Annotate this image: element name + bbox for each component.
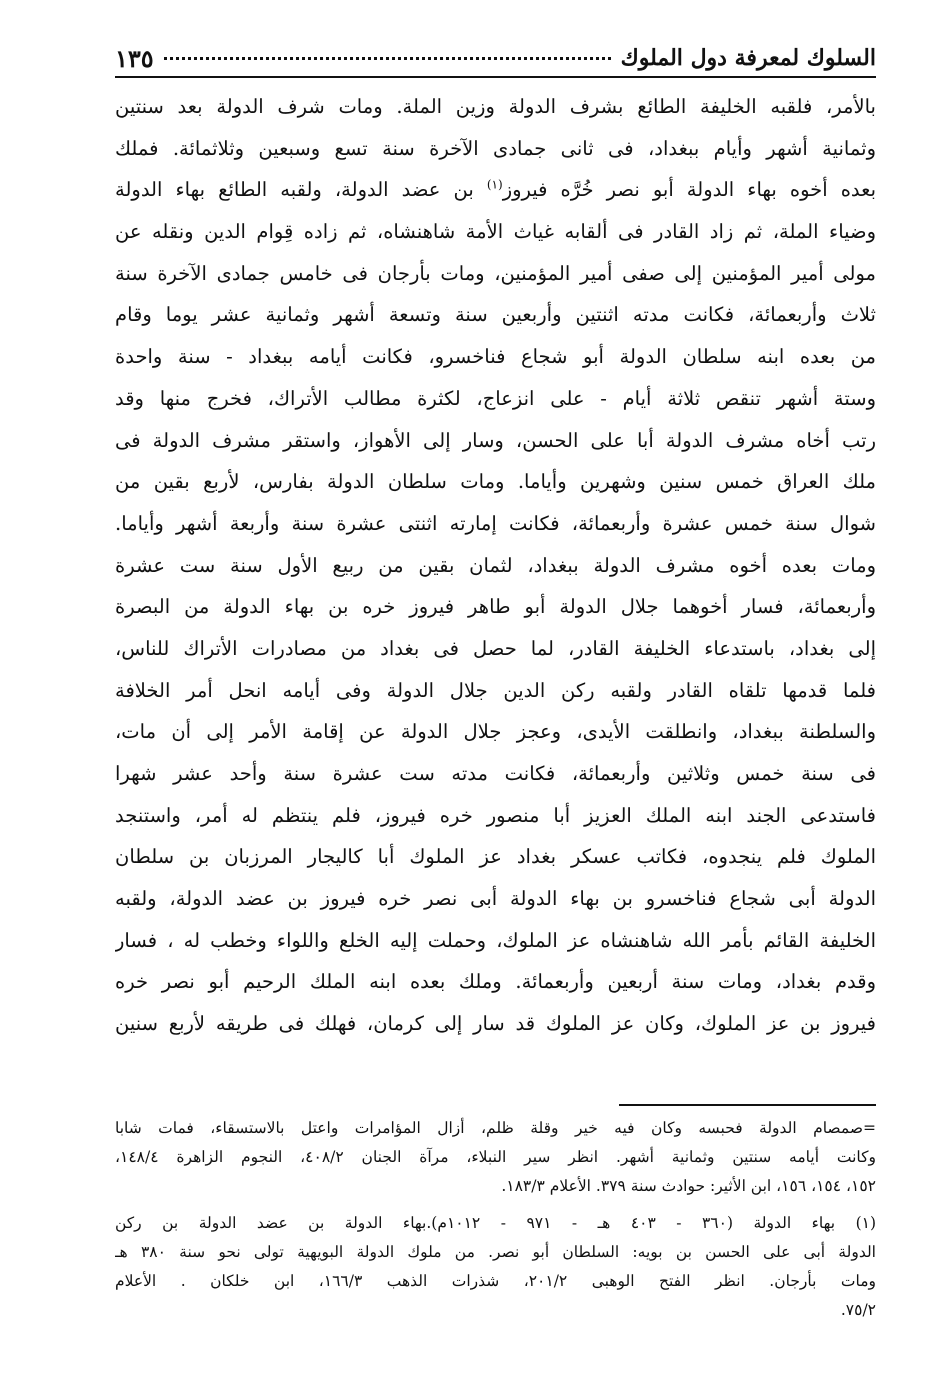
body-line: من بعده ابنه سلطان الدولة أبو شجاع فناخسرو، فكانت أيامه ببغداد - سنة واحدة [115,345,876,369]
body-line: والسلطنة ببغداد، وانطلقت الأيدى، وعجز جلال الدولة عن إقامة الأمر إلى أن مات، [115,720,876,744]
body-line: بالأمر، فلقبه الخليفة الطائع بشرف الدولة وزين الملة. ومات شرف الدولة بعد سنتين [115,95,876,118]
main-text [115,86,876,1045]
body-line: رتب أخاه مشرف الدولة أبا على الحسن، وسار إلى الأهواز، واستقر مشرف الدولة فى [115,428,876,452]
footnote-line: ومات بأرجان. انظر الفتح الوهبى ٢٠١/٢، شذرات الذهب ١٦٦/٣، ابن خلكان . الأعلام [115,1272,876,1290]
body-line: مولى أمير المؤمنين إلى صفى أمير المؤمنين، ومات بأرجان فى خامس جمادى الآخرة سنة [115,261,876,285]
body-line: فيروز بن عز الملوك، وكان عز الملوك قد سار إلى كرمان، فهلك فى طريقه لأربع سنين [115,1012,876,1036]
leader-dots [164,56,611,60]
body-line [115,169,876,211]
body-line: وأربعمائة، فسار أخوهما جلال الدولة أبو طاهر فيروز خره بن بهاء الدولة من البصرة [115,595,876,619]
footnote-line: ٧٥/٢. [840,1301,876,1319]
body-line: الملوك فلم ينجدوه، فكاتب عسكر بغداد عز الملوك أبا كاليجار المرزبان بن سلطان [115,845,876,869]
body-line-head: بعده أخوه بهاء الدولة أبو نصر خُرَّه فيروز [502,178,876,202]
body-line-tail: بن عضد الدولة، ولقبه الطائع بهاء الدولة [115,178,474,202]
body-line: ملك العراق خمس سنين وشهرين وأياما. ومات سلطان الدولة بفارس، لأربع بقين من [115,470,876,494]
footnote-line: الدولة أبى على الحسن بن بويه: السلطان أبو نصر. من ملوك الدولة البويهية تولى نحو سنة ٣٨٠ هـ [115,1243,876,1261]
footnote-line: وكانت أيامه سنتين وثمانية أشهر. انظر سير النبلاء، مرآة الجنان ٤٠٨/٢، النجوم الزاهرة ١٤٨/٤، [115,1148,876,1166]
body-line: وضياء الملة، ثم زاد القادر فى ألقابه غياث الأمة شاهنشاه، ثم زاده قِوام الدين ونقله عن [115,220,876,244]
body-line: فلما قدمها تلقاه القادر ولقبه ركن الدين جلال الدولة وفى أيامه انحل أمر الخلافة [115,678,876,702]
body-line: ومات بعده أخوه مشرف الدولة ببغداد، لثمان بقين من ربيع الأول سنة ست عشرة [115,553,876,577]
running-title: السلوك لمعرفة دول الملوك [620,45,876,71]
footnote-marker: (١) [486,177,503,192]
running-header [115,40,876,78]
body-line: شوال سنة خمس عشرة وأربعمائة، فكانت إمارته اثنتى عشرة سنة وأربعة أشهر وأياما. [115,511,876,535]
body-line: فى سنة خمس وثلاثين وأربعمائة، فكانت مدته ست عشرة سنة وأحد عشر شهرا [115,762,876,785]
body-line: إلى بغداد، باستدعاء الخليفة القادر، لما حصل فى بغداد من مصادرات الأتراك للناس، [115,636,876,660]
body-line: وقدم بغداد، ومات سنة أربعين وأربعمائة. وملك بعده ابنه الملك الرحيم أبو نصر خره [115,970,876,994]
body-line: وثمانية أشهر وأيام ببغداد، فى ثانى جمادى الآخرة سنة تسع وسبعين وثلاثمائة. فملك [115,136,876,160]
footnote-line: =صمصام الدولة فحبسه وكان فيه خير وقلة ظلم، أزال المؤامرات واعتل بالاستسقاء، فمات شابا [115,1119,876,1137]
body-line: فاستدعى الجند ابنه الملك العزيز أبا منصور خره فيروز، فلم ينتظم له أمر، واستنجد [115,803,876,827]
footnote-line: (١) بهاء الدولة (٣٦٠ - ٤٠٣ هـ - ٩٧١ - ١٠١٢م).بهاء الدولة بن عضد الدولة بن ركن [115,1214,876,1232]
footnote-separator [619,1104,876,1106]
body-line: الدولة أبى شجاع فناخسرو بن بهاء الدولة أبى نصر خره فيروز بن عضد الدولة، ولقبه [115,887,876,911]
footnotes [115,1114,876,1325]
body-line: وستة أشهر تنقص ثلاثة أيام - على انزعاج، لكثرة مطالب الأتراك، فخرج منها وقد [115,386,876,410]
footnote-line: ١٥٢، ١٥٤، ١٥٦، ابن الأثير: حوادث سنة ٣٧٩. الأعلام ١٨٣/٣. [501,1177,876,1195]
body-line: الخليفة القائم بأمر الله شاهنشاه عز الملوك، وحملت إليه الخلع واللواء وخطب له ، فسار [115,928,876,952]
page-number: ١٣٥ [115,43,154,73]
body-line: ثلاث وأربعمائة، فكانت مدته اثنتين وأربعين سنة وتسعة أشهر وثمانية عشر يوما وقام [115,303,876,327]
